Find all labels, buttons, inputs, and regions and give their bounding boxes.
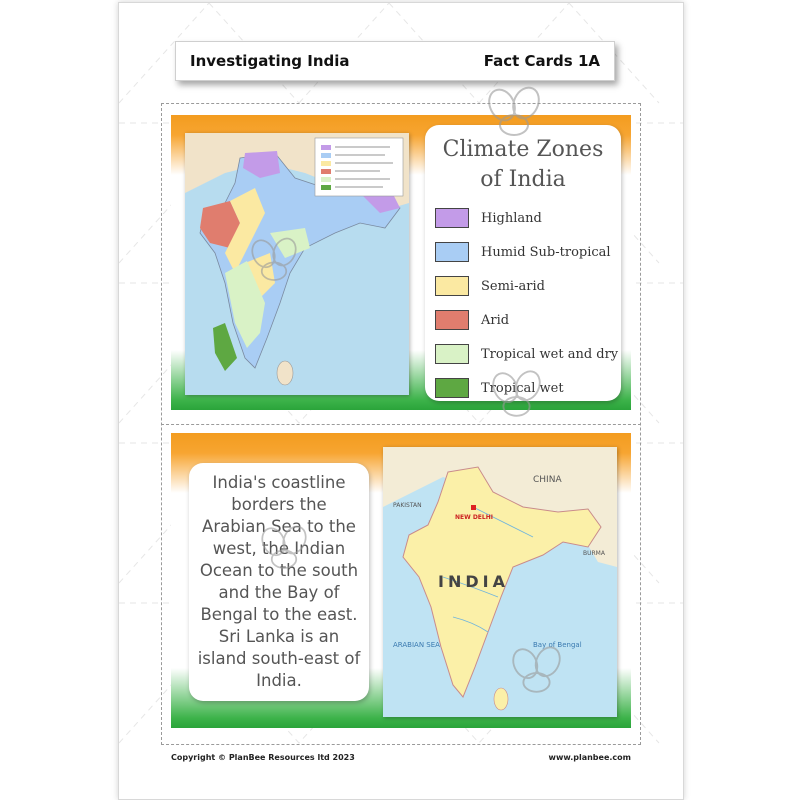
footer-website: www.planbee.com [548, 753, 631, 762]
legend-item-tropical-wet [435, 371, 621, 405]
climate-map-graphic [185, 133, 409, 395]
climate-map [185, 133, 409, 395]
worksheet-page [118, 2, 684, 800]
fact-card-coastline [171, 433, 631, 728]
legend-label: Tropical wet [481, 380, 564, 396]
map-label-capital: NEW DELHI [455, 514, 493, 521]
legend-swatch [435, 344, 469, 364]
map-label-china: CHINA [533, 475, 562, 485]
legend-swatch [435, 378, 469, 398]
map-label-arabian-sea: ARABIAN SEA [393, 641, 440, 649]
header-card-code: Fact Cards 1A [483, 52, 600, 70]
india-map-graphic [383, 447, 617, 717]
legend-title-line2: of India [480, 167, 566, 192]
map-label-pakistan: PAKISTAN [393, 502, 422, 509]
footer-copyright: Copyright © PlanBee Resources ltd 2023 [171, 753, 355, 762]
legend-title [425, 135, 621, 195]
worksheet-header [175, 41, 615, 81]
legend-label: Semi-arid [481, 278, 545, 294]
cut-line-middle [161, 424, 641, 425]
legend-swatch [435, 276, 469, 296]
map-label-bay: Bay of Bengal [533, 641, 582, 649]
map-label-burma: BURMA [583, 550, 605, 557]
legend-swatch [435, 208, 469, 228]
header-title: Investigating India [190, 52, 350, 70]
map-label-india: INDIA [438, 572, 509, 591]
legend-label: Highland [481, 210, 542, 226]
legend-list [425, 201, 621, 405]
fact-card-climate [171, 115, 631, 410]
legend-item-humid-subtropical [435, 235, 621, 269]
legend-swatch [435, 310, 469, 330]
fact-text: India's coastline borders the Arabian Sea to the west, the Indian Ocean to the south and the Bay of Bengal to the east. Sri Lanka is an island south-east of India. [197, 473, 361, 690]
india-map [383, 447, 617, 717]
legend-item-highland [435, 201, 621, 235]
legend-title-line1: Climate Zones [442, 137, 604, 162]
legend-label: Arid [481, 312, 510, 328]
legend-label: Humid Sub-tropical [481, 244, 611, 260]
legend-item-semi-arid [435, 269, 621, 303]
fact-text-panel [189, 463, 369, 701]
legend-item-arid [435, 303, 621, 337]
climate-legend-panel [425, 125, 621, 401]
legend-swatch [435, 242, 469, 262]
worksheet-footer [171, 753, 631, 762]
legend-item-tropical-wet-dry [435, 337, 621, 371]
legend-label: Tropical wet and dry [481, 346, 619, 362]
